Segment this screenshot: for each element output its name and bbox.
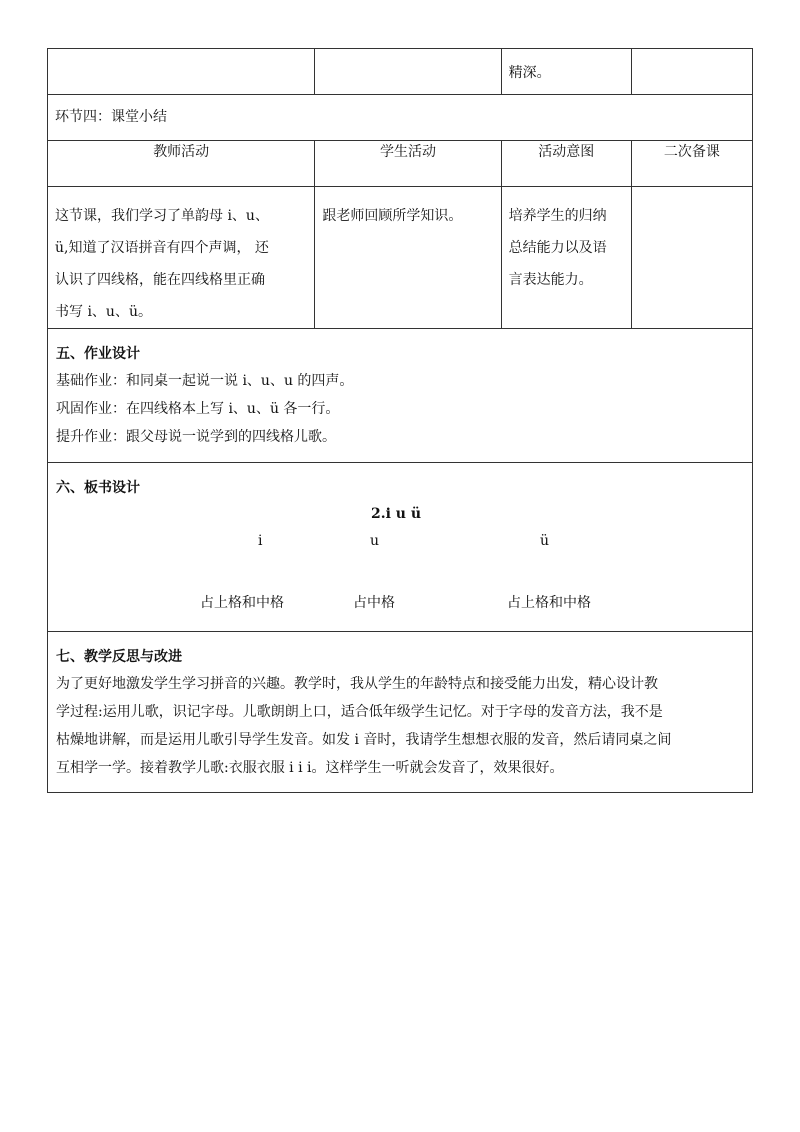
board-position-u: 占中格 — [353, 595, 395, 611]
reflection-line: 学过程:运用儿歌，识记字母。儿歌朗朗上口，适合低年级学生记忆。对于字母的发音方法，我不是 — [56, 704, 663, 720]
homework-item: 基础作业：和同桌一起说一说 i、u、u 的四声。 — [56, 373, 354, 389]
header-activity-intent: 活动意图 — [501, 141, 631, 187]
board-title: 六、板书设计 — [56, 480, 140, 496]
reflection-title: 七、教学反思与改进 — [56, 649, 182, 665]
table-header-row — [48, 141, 753, 187]
stage-four-row — [48, 95, 753, 141]
continued-row — [48, 49, 753, 95]
continued-second-cell — [631, 49, 752, 95]
board-layout — [56, 501, 745, 621]
homework-item: 提升作业：跟父母说一说学到的四线格儿歌。 — [56, 429, 336, 445]
reflection-line: 为了更好地激发学生学习拼音的兴趣。教学时，我从学生的年龄特点和接受能力出发，精心设计教 — [56, 676, 658, 692]
summary-second-cell — [631, 187, 752, 329]
summary-teacher-line: ü,知道了汉语拼音有四个声调， 还 — [55, 240, 269, 256]
homework-item: 巩固作业：在四线格本上写 i、u、ü 各一行。 — [56, 401, 340, 417]
reflection-section — [48, 632, 753, 793]
summary-teacher-cell — [48, 187, 315, 329]
summary-intent-cell — [501, 187, 631, 329]
summary-intent-line: 培养学生的归纳 — [508, 208, 607, 224]
summary-intent-line: 总结能力以及语 — [508, 240, 607, 256]
homework-title: 五、作业设计 — [56, 346, 140, 362]
continued-student-cell — [315, 49, 501, 95]
board-heading: 2.i u ü — [371, 506, 422, 522]
board-design-section — [48, 463, 753, 632]
stage-four-title-cell — [48, 95, 753, 141]
reflection-line: 枯燥地讲解，而是运用儿歌引导学生发音。如发 i 音时，我请学生想想衣服的发音，然后请同桌之间 — [56, 732, 672, 748]
stage-four-title: 环节四：课堂小结 — [55, 109, 167, 125]
board-letter-i: i — [258, 533, 263, 549]
lesson-plan-page — [47, 48, 753, 793]
lesson-plan-table — [47, 48, 753, 793]
summary-intent-line: 言表达能力。 — [508, 272, 593, 288]
continued-teacher-cell — [48, 49, 315, 95]
reflection-line: 互相学一学。接着教学儿歌:衣服衣服 i i i。这样学生一听就会发音了，效果很好。 — [56, 760, 564, 776]
continued-intent-cell: 精深。 — [501, 49, 631, 95]
summary-student-cell: 跟老师回顾所学知识。 — [315, 187, 501, 329]
header-second-prep: 二次备课 — [631, 141, 752, 187]
board-letter-u: u — [370, 533, 380, 549]
header-teacher-activity: 教师活动 — [48, 141, 315, 187]
board-position-i: 占上格和中格 — [200, 595, 284, 611]
board-position-v: 占上格和中格 — [507, 595, 591, 611]
homework-section — [48, 329, 753, 463]
header-student-activity: 学生活动 — [315, 141, 501, 187]
summary-row — [48, 187, 753, 329]
summary-teacher-line: 认识了四线格，能在四线格里正确 — [55, 272, 265, 288]
summary-teacher-line: 这节课，我们学习了单韵母 i、u、 — [55, 208, 269, 224]
summary-teacher-line: 书写 i、u、ü。 — [55, 304, 152, 320]
board-letter-v: ü — [540, 533, 550, 549]
reflection-paragraph — [56, 670, 745, 782]
